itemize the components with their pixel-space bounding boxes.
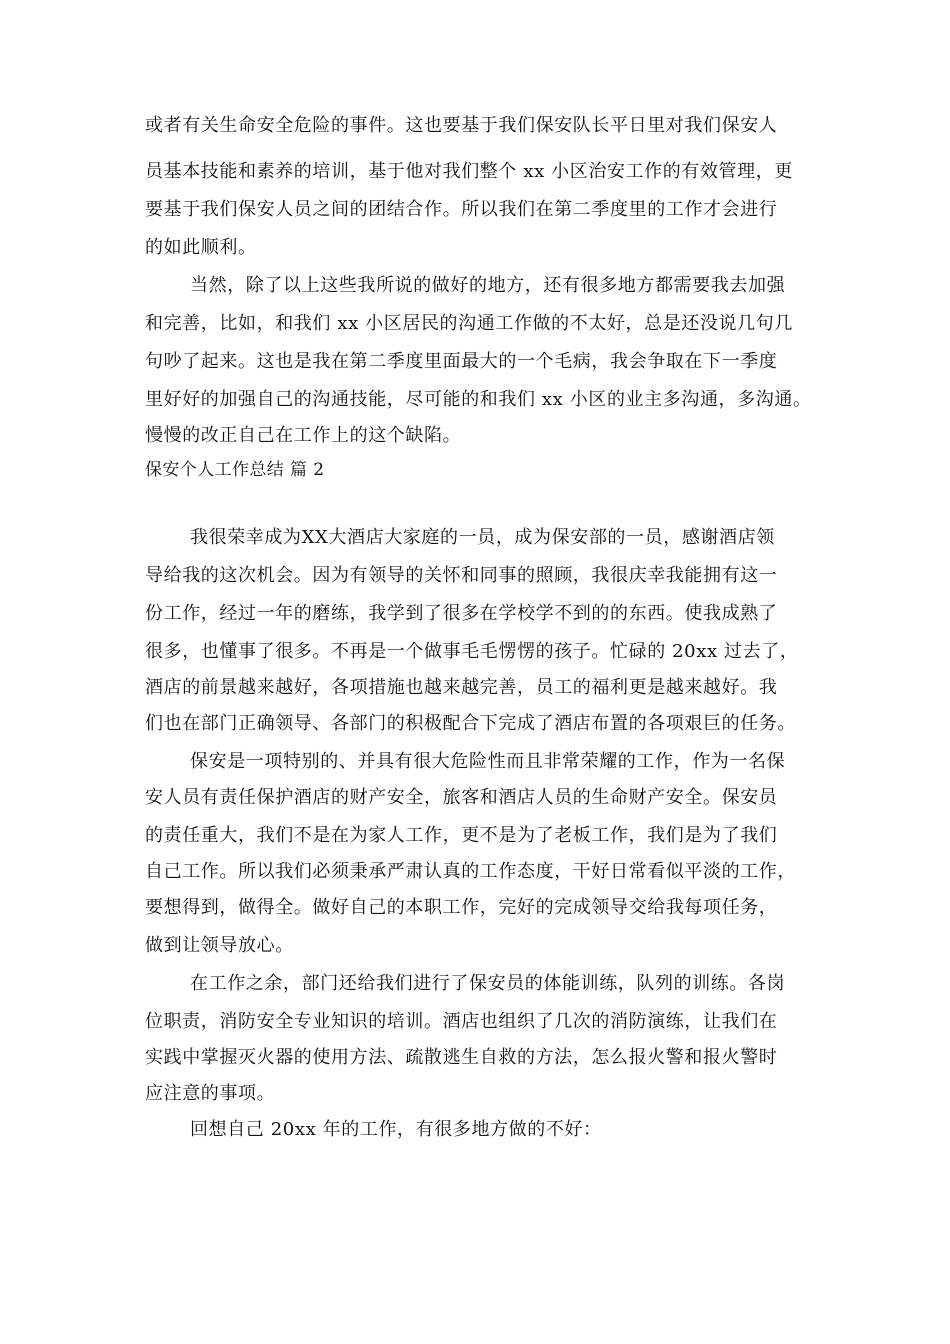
paragraph-line: 导给我的这次机会。因为有领导的关怀和同事的照顾，我很庆幸我能拥有这一 [145, 565, 778, 586]
paragraph-line: 的如此顺利。 [145, 237, 257, 258]
paragraph-line: 句吵了起来。这也是我在第二季度里面最大的一个毛病，我会争取在下一季度 [145, 351, 778, 372]
paragraph-line: 们也在部门正确领导、各部门的积极配合下完成了酒店布置的各项艰巨的任务。 [145, 713, 796, 734]
paragraph-line: 酒店的前景越来越好，各项措施也越来越完善，员工的福利更是越来越好。我 [145, 677, 778, 698]
paragraph-line: 很多，也懂事了很多。不再是一个做事毛毛愣愣的孩子。忙碌的 20xx 过去了， [145, 641, 799, 662]
paragraph-line: 或者有关生命安全危险的事件。这也要基于我们保安队长平日里对我们保安人 [145, 115, 778, 136]
paragraph-line: 当然，除了以上这些我所说的做好的地方，还有很多地方都需要我去加强 [190, 275, 786, 296]
paragraph-line: 应注意的事项。 [145, 1083, 276, 1104]
section-heading: 保安个人工作总结 篇 2 [145, 460, 325, 480]
paragraph-line: 保安是一项特别的、并具有很大危险性而且非常荣耀的工作，作为一名保 [190, 751, 786, 772]
paragraph-line: 慢慢的改正自己在工作上的这个缺陷。 [145, 425, 462, 446]
paragraph-line: 自己工作。所以我们必须秉承严肃认真的工作态度，干好日常看似平淡的工作， [145, 861, 796, 882]
paragraph-line: 位职责，消防安全专业知识的培训。酒店也组织了几次的消防演练，让我们在 [145, 1011, 778, 1032]
paragraph-line: 的责任重大，我们不是在为家人工作，更不是为了老板工作，我们是为了我们 [145, 825, 778, 846]
paragraph-line: 在工作之余，部门还给我们进行了保安员的体能训练，队列的训练。各岗 [190, 973, 786, 994]
paragraph-line: 做到让领导放心。 [145, 935, 294, 956]
paragraph-line: 和完善，比如，和我们 xx 小区居民的沟通工作做的不太好，总是还没说几句几 [145, 313, 793, 334]
paragraph-line: 安人员有责任保护酒店的财产安全，旅客和酒店人员的生命财产安全。保安员 [145, 787, 778, 808]
paragraph-line: 要想得到，做得全。做好自己的本职工作，完好的完成领导交给我每项任务， [145, 897, 778, 918]
paragraph-line: 实践中掌握灭火器的使用方法、疏散逃生自救的方法，怎么报火警和报火警时 [145, 1047, 778, 1068]
paragraph-line: 里好好的加强自己的沟通技能，尽可能的和我们 xx 小区的业主多沟通，多沟通。 [145, 389, 812, 410]
paragraph-line: 份工作，经过一年的磨练，我学到了很多在学校学不到的的东西。使我成熟了 [145, 603, 778, 624]
paragraph-line: 员基本技能和素养的培训，基于他对我们整个 xx 小区治安工作的有效管理，更 [145, 161, 793, 182]
paragraph-line: 回想自己 20xx 年的工作，有很多地方做的不好： [190, 1119, 602, 1140]
paragraph-line: 要基于我们保安人员之间的团结合作。所以我们在第二季度里的工作才会进行 [145, 199, 778, 220]
paragraph-line: 我很荣幸成为XX大酒店大家庭的一员，成为保安部的一员，感谢酒店领 [190, 527, 775, 548]
